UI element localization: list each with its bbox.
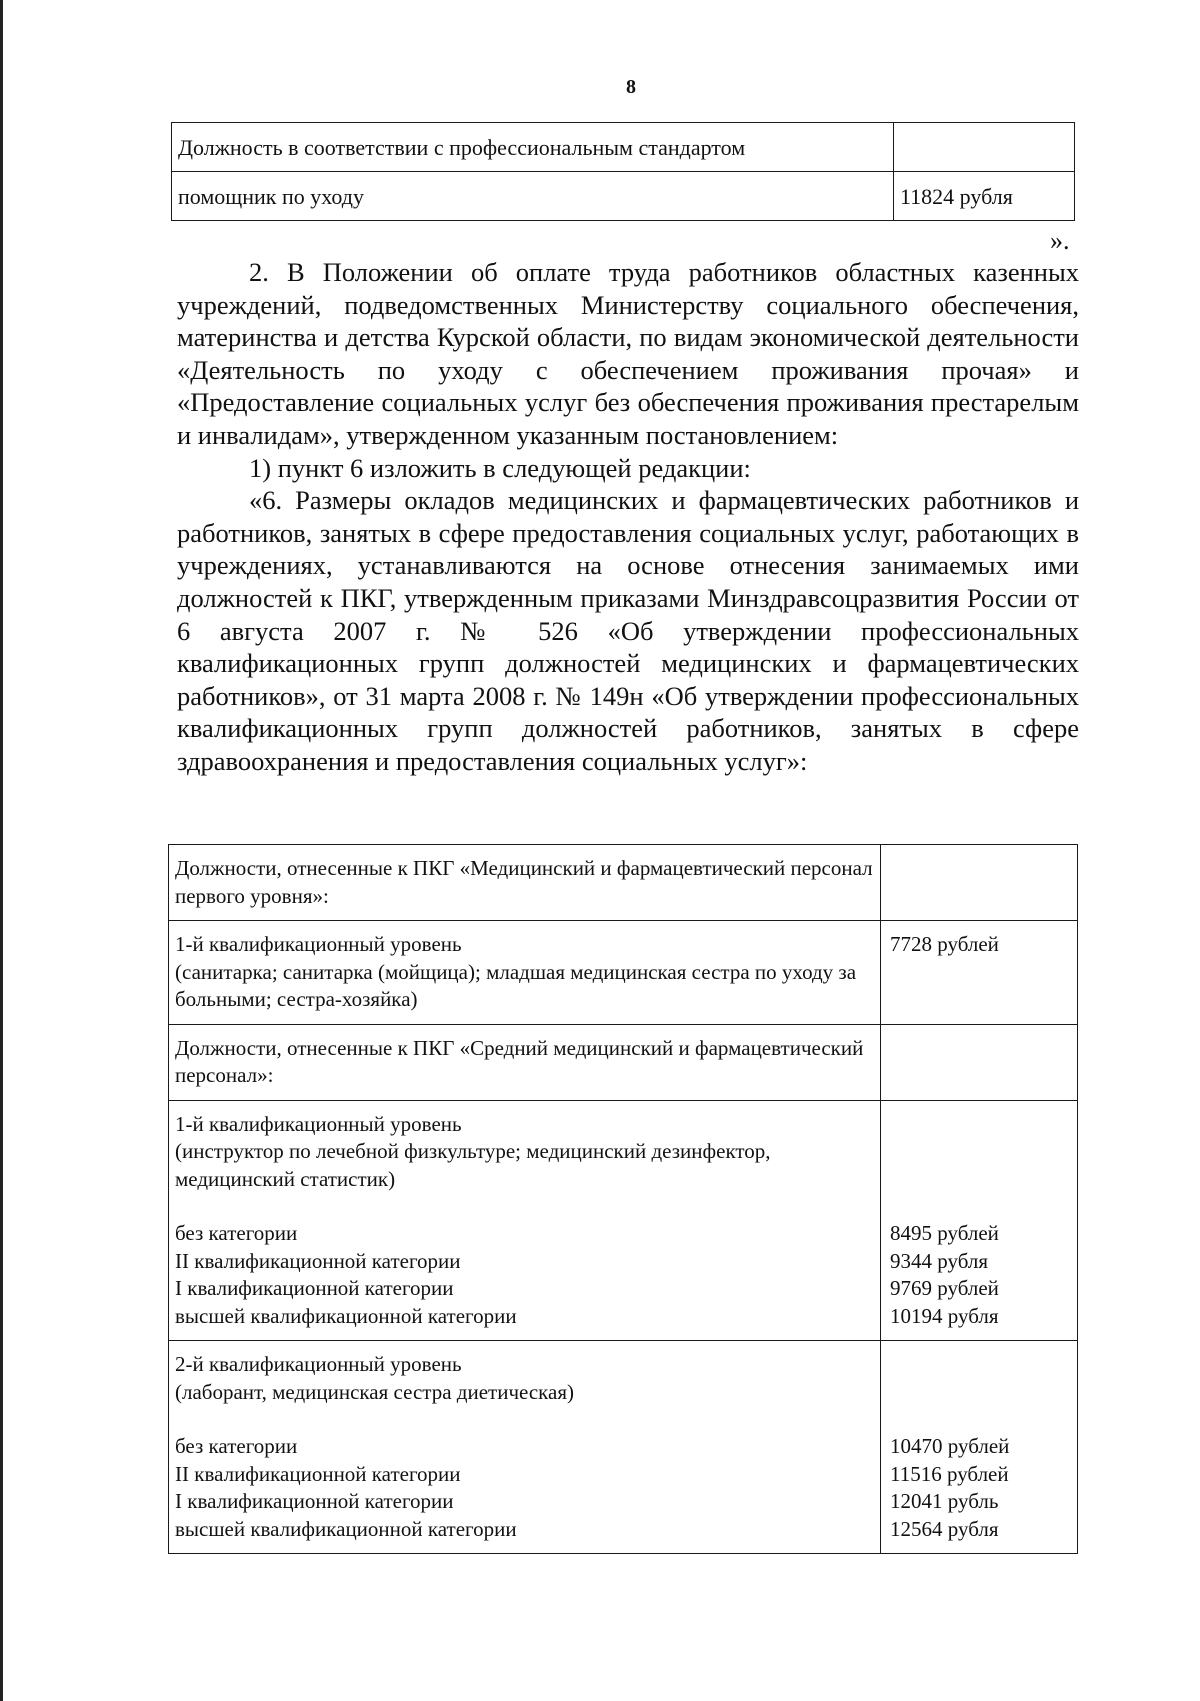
level-title: 1-й квалификационный уровень bbox=[175, 932, 462, 956]
salary-cell: 7728 рублей bbox=[881, 921, 1078, 1025]
group-header-cell: Должности, отнесенные к ПКГ «Медицинский и фармацевтический персонал первого уровня»: bbox=[169, 845, 881, 921]
category-label: II квалификационной категории bbox=[175, 1248, 461, 1273]
spacer bbox=[175, 1406, 874, 1433]
salary-cell bbox=[881, 1024, 1078, 1100]
category-label: I квалификационной категории bbox=[175, 1489, 454, 1513]
category-label: II квалификационной категории bbox=[175, 1461, 461, 1486]
closing-quote: ». bbox=[1050, 226, 1070, 255]
category-value: 10470 рублей bbox=[890, 1434, 1010, 1458]
category-label: высшей квалификационной категории bbox=[175, 1516, 517, 1541]
category-value: 10194 рубля bbox=[890, 1303, 999, 1328]
table-row bbox=[169, 1024, 1078, 1100]
table-row bbox=[169, 921, 1078, 1025]
salary-cell bbox=[881, 845, 1078, 921]
page-number: 8 bbox=[626, 76, 636, 98]
category-value: 9769 рублей bbox=[890, 1276, 999, 1300]
level-cell bbox=[169, 1341, 881, 1554]
paragraph-2: 2. В Положении об оплате труда работников областных казенных учреждений, подведомственных Министерству социального обеспечения, материнства и детства Курской области, по видам экономической деятельности «Деятельность по уходу с обеспечением проживания прочая» и «Предоставление социальных услуг без обеспечения проживания престарелым и инвалидам», утвержденном указанным постановлением: bbox=[177, 257, 1079, 450]
category-label: без категории bbox=[175, 1434, 298, 1458]
group-header-cell: Должности, отнесенные к ПКГ «Средний медицинский и фармацевтический персонал»: bbox=[169, 1024, 881, 1100]
document-body bbox=[177, 256, 1079, 778]
category-value: 11516 рублей bbox=[890, 1461, 1009, 1486]
salary-cell bbox=[894, 123, 1075, 172]
table-row bbox=[169, 845, 1078, 921]
table-row bbox=[169, 1100, 1078, 1341]
level-positions: (санитарка; санитарка (мойщица); младшая медицинская сестра по уходу за больными; сестра-хозяйка) bbox=[175, 959, 857, 1011]
level-cell bbox=[169, 1100, 881, 1341]
category-value: 9344 рубля bbox=[890, 1248, 988, 1273]
spacer bbox=[175, 1193, 874, 1220]
category-label: без категории bbox=[175, 1221, 298, 1245]
category-label: высшей квалификационной категории bbox=[175, 1303, 517, 1328]
level-title: 2-й квалификационный уровень bbox=[175, 1352, 462, 1376]
level-cell bbox=[169, 921, 881, 1025]
position-cell: помощник по уходу bbox=[172, 172, 894, 221]
table-row bbox=[172, 172, 1075, 221]
category-value: 12041 рубль bbox=[890, 1489, 999, 1513]
item-1: 1) пункт 6 изложить в следующей редакции: bbox=[249, 452, 751, 483]
category-value: 8495 рублей bbox=[890, 1221, 999, 1245]
pkg-salary-table bbox=[168, 844, 1078, 1554]
level-positions: (лаборант, медицинская сестра диетическая) bbox=[175, 1379, 575, 1404]
category-value: 12564 рубля bbox=[890, 1516, 999, 1541]
category-label: I квалификационной категории bbox=[175, 1276, 454, 1300]
salary-cell bbox=[881, 1100, 1078, 1341]
salary-cell: 11824 рубля bbox=[894, 172, 1075, 221]
spacer bbox=[890, 1406, 1071, 1433]
scan-edge bbox=[0, 0, 3, 1701]
position-cell: Должность в соответствии с профессиональным стандартом bbox=[172, 123, 894, 172]
level-title: 1-й квалификационный уровень bbox=[175, 1111, 462, 1136]
spacer bbox=[890, 1193, 1071, 1220]
salary-cell bbox=[881, 1341, 1078, 1554]
spacer bbox=[890, 1111, 1071, 1194]
position-salary-table bbox=[171, 122, 1075, 221]
paragraph-6: «6. Размеры окладов медицинских и фармацевтических работников и работников, занятых в сфере предоставления социальных услуг, работающих в учреждениях, устанавливаются на основе отнесения занимаемых ими должностей к ПКГ, утвержденным приказами Минздравсоцразвития России от 6 августа 2007 г. № 526 «Об утверждении профессиональных квалификационных групп должностей медицинских и фармацевтических работников», от 31 марта 2008 г. № 149н «Об утверждении профессиональных квалификационных групп должностей работников, занятых в сфере здравоохранения и предоставления социальных услуг»: bbox=[177, 485, 1079, 776]
spacer bbox=[890, 1351, 1071, 1406]
table-row bbox=[172, 123, 1075, 172]
level-positions: (инструктор по лечебной физкультуре; медицинский дезинфектор, медицинский статистик) bbox=[175, 1139, 771, 1191]
table-row bbox=[169, 1341, 1078, 1554]
